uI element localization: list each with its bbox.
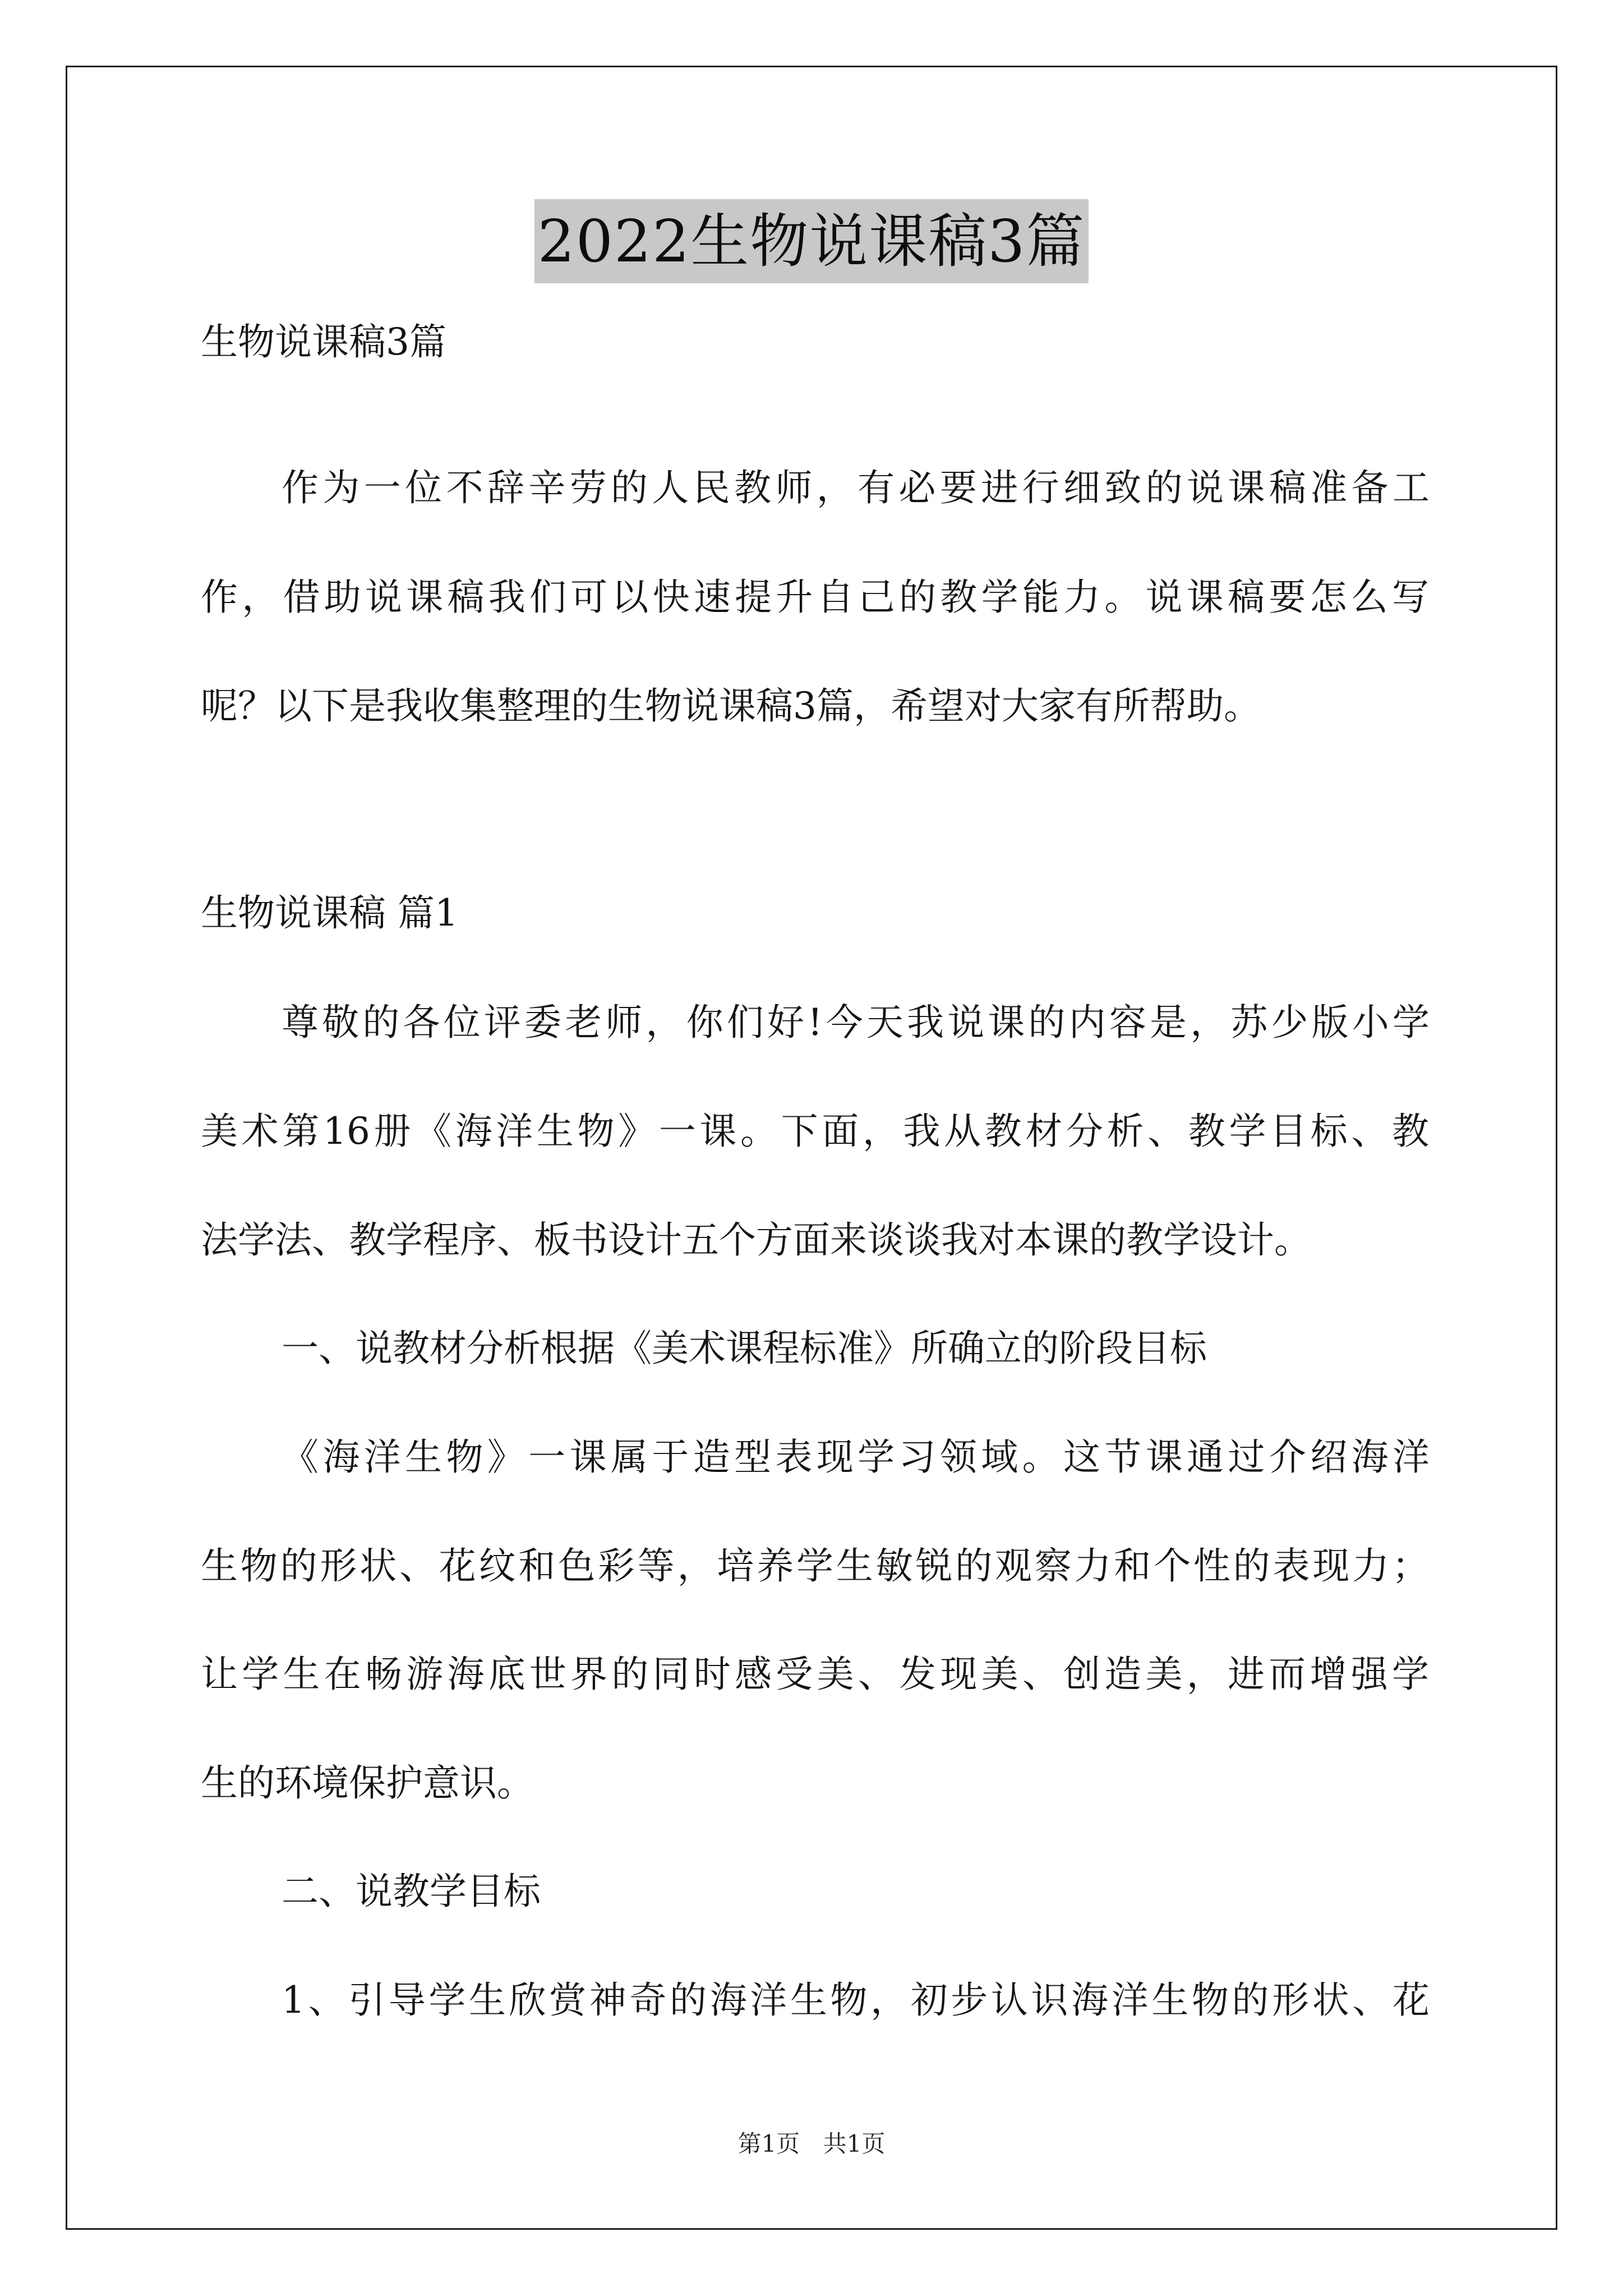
section-heading: 生物说课稿 篇1 [201,891,458,935]
body-line-4: 一、说教材分析根据《美术课程标准》所确立的阶段目标 [282,1327,1207,1370]
body-line-7: 让学生在畅游海底世界的同时感受美、发现美、创造美，进而增强学 [201,1653,1429,1696]
intro-line-2: 作，借助说课稿我们可以快速提升自己的教学能力。说课稿要怎么写 [201,576,1429,619]
intro-line-1: 作为一位不辞辛劳的人民教师，有必要进行细致的说课稿准备工 [282,466,1430,509]
page-footer [0,2127,1623,2161]
body-line-3: 法学法、教学程序、板书设计五个方面来谈谈我对本课的教学设计。 [201,1218,1311,1262]
body-line-6: 生物的形状、花纹和色彩等，培养学生敏锐的观察力和个性的表现力； [201,1544,1429,1588]
document-subtitle: 生物说课稿3篇 [201,320,446,364]
body-line-2: 美术第16册《海洋生物》一课。下面，我从教材分析、教学目标、教 [201,1110,1429,1153]
footer-page-total: 共1页 [823,2130,886,2157]
body-line-8: 生的环境保护意识。 [201,1761,534,1805]
title-wrap [0,199,1623,283]
document-title: 2022生物说课稿3篇 [534,199,1089,283]
body-line-5: 《海洋生物》一课属于造型表现学习领域。这节课通过介绍海洋 [282,1435,1430,1479]
footer-page-current: 第1页 [737,2130,800,2157]
body-line-9: 二、说教学目标 [282,1870,541,1913]
body-line-1: 尊敬的各位评委老师，你们好!今天我说课的内容是，苏少版小学 [282,1001,1430,1044]
intro-line-3: 呢？以下是我收集整理的生物说课稿3篇，希望对大家有所帮助。 [201,684,1261,728]
body-line-10: 1、引导学生欣赏神奇的海洋生物，初步认识海洋生物的形状、花 [282,1978,1430,2022]
